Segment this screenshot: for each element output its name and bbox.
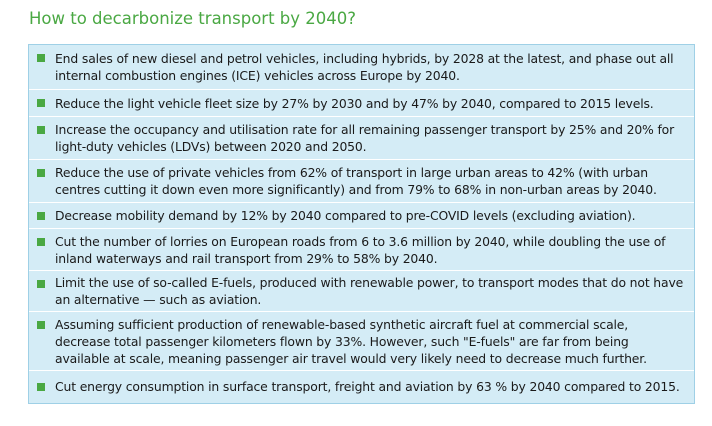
list-item [29,116,694,159]
bullet-square-icon [37,321,45,329]
list-item-text: End sales of new diesel and petrol vehicles, including hybrids, by 2028 at the latest, and phase out all internal combustion engines (ICE) vehicles across Europe by 2040. [55,51,674,83]
list-item-text: Decrease mobility demand by 12% by 2040 compared to pre-COVID levels (excluding aviation). [55,208,636,223]
bullet-square-icon [37,54,45,62]
list-item-text: Limit the use of so-called E-fuels, produced with renewable power, to transport modes that do not have an alternative — such as aviation. [55,275,684,307]
bullet-square-icon [37,383,45,391]
bullet-square-icon [37,126,45,134]
measures-list [28,44,695,404]
bullet-square-icon [37,212,45,220]
list-item [29,159,694,202]
list-item-text: Assuming sufficient production of renewable-based synthetic aircraft fuel at commercial scale, decrease total passenger kilometers flown by 33%. However, such "E-fuels" are far from being available at scale, meaning passenger air travel would very likely need to decrease much further. [55,316,647,366]
list-item [29,45,694,89]
list-item-text: Cut energy consumption in surface transport, freight and aviation by 63 % by 2040 compared to 2015. [55,379,680,394]
bullet-square-icon [37,99,45,107]
list-item-text: Increase the occupancy and utilisation rate for all remaining passenger transport by 25% and 20% for light-duty vehicles (LDVs) between 2020 and 2050. [55,122,675,154]
bullet-square-icon [37,238,45,246]
list-item [29,228,694,270]
bullet-square-icon [37,169,45,177]
bullet-square-icon [37,280,45,288]
list-item [29,202,694,228]
page-title: How to decarbonize transport by 2040? [29,9,357,28]
list-item [29,89,694,116]
list-item [29,311,694,370]
list-item-text: Cut the number of lorries on European roads from 6 to 3.6 million by 2040, while doubling the use of inland waterways and rail transport from 29% to 58% by 2040. [55,233,666,266]
list-item [29,270,694,311]
list-item-text: Reduce the light vehicle fleet size by 27% by 2030 and by 47% by 2040, compared to 2015 levels. [55,95,654,111]
list-item-text: Reduce the use of private vehicles from 62% of transport in large urban areas to 42% (with urban centres cutting it down even more significantly) and from 79% to 68% in non-urban areas by 2040. [55,165,657,197]
list-item [29,370,694,402]
